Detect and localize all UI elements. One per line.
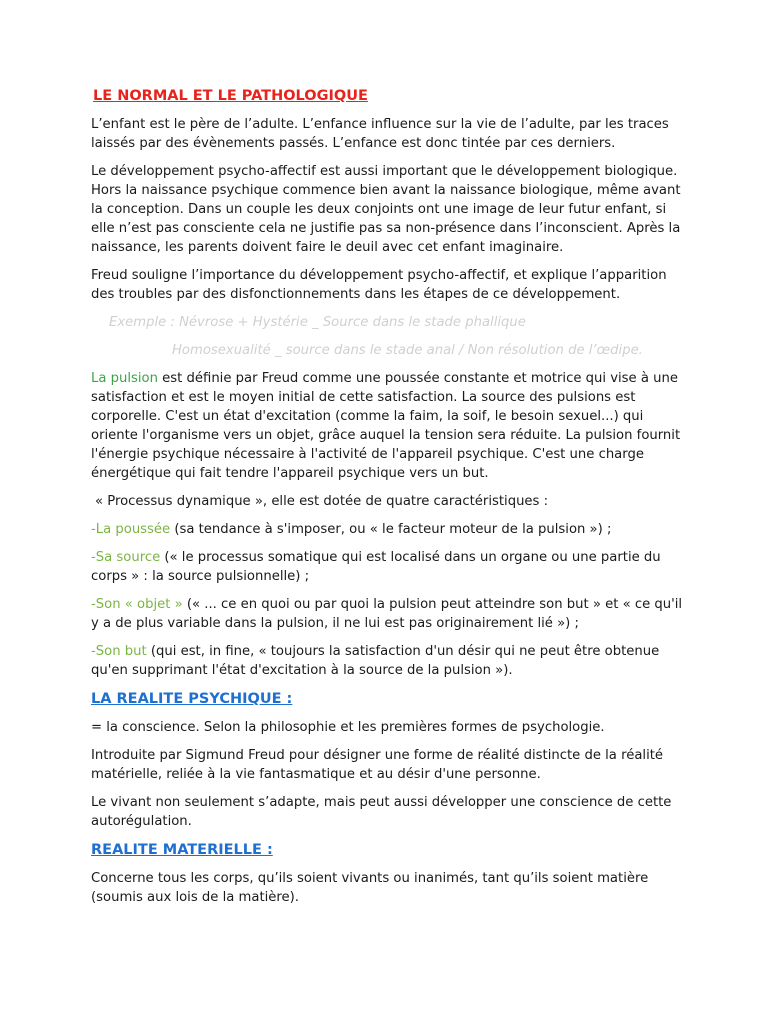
list-item-term: -Son but (91, 644, 147, 659)
list-item-text: (« ... ce en quoi ou par quoi la pulsion peut atteindre son but » et « ce qu'il y a de plus variable dans la pulsion, il ne lui est pas originairement lié ») ; (91, 597, 683, 631)
paragraph-processus: « Processus dynamique », elle est dotée de quatre caractéristiques : (95, 494, 549, 509)
example-line-2: Homosexualité _ source dans le stade anal / Non résolution de l’œdipe. (172, 343, 643, 358)
list-item-text: (sa tendance à s'imposer, ou « le facteur moteur de la pulsion ») ; (170, 522, 612, 537)
list-item (91, 642, 684, 680)
paragraph-sigmund-freud: Introduite par Sigmund Freud pour désigner une forme de réalité distincte de la réalité matérielle, reliée à la vie fantasmatique et au désir d'une personne. (91, 748, 664, 782)
paragraph-corps: Concerne tous les corps, qu’ils soient vivants ou inanimés, tant qu’ils soient matière (soumis aux lois de la matière). (91, 871, 649, 905)
paragraph-pulsion (91, 369, 684, 483)
example-line-1: Exemple : Névrose + Hystérie _ Source dans le stade phallique (109, 315, 526, 330)
paragraph-freud: Freud souligne l’importance du développement psycho-affectif, et explique l’apparition des troubles par des disfonctionnements dans les étapes de ce développement. (91, 268, 667, 302)
list-item (91, 520, 684, 539)
pulsion-term: La pulsion (91, 371, 158, 386)
list-item-term: -La poussée (91, 522, 171, 537)
paragraph-developpement: Le développement psycho-affectif est aussi important que le développement biologique. Hors la naissance psychique commence bien avant la naissance biologique, même avant la conception. Dans un couple les deux conjoints ont une image de leur futur enfant, si elle n’est pas consciente cela ne justifie pas sa non-présence dans l’inconscient. Après la naissance, les parents doivent faire le deuil avec cet enfant imaginaire. (91, 164, 681, 255)
paragraph-vivant: Le vivant non seulement s’adapte, mais peut aussi développer une conscience de cette autorégulation. (91, 795, 672, 829)
list-item-term: -Sa source (91, 550, 161, 565)
list-item-text: (« le processus somatique qui est localisé dans un organe ou une partie du corps » : la source pulsionnelle) ; (91, 550, 661, 584)
heading-realite-psychique: LA REALITE PSYCHIQUE : (91, 691, 293, 707)
list-item (91, 548, 684, 586)
list-item-text: (qui est, in fine, « toujours la satisfaction d'un désir qui ne peut être obtenue qu'en supprimant l'état d'excitation à la source de la pulsion »). (91, 644, 660, 678)
list-item-term: -Son « objet » (91, 597, 183, 612)
pulsion-text: est définie par Freud comme une poussée constante et motrice qui vise à une satisfaction et est le moyen initial de cette satisfaction. La source des pulsions est corporelle. C'est un état d'excitation (comme la faim, la soif, le besoin sexuel...) qui oriente l'organisme vers un objet, grâce auquel la tension sera réduite. La pulsion fournit l'énergie psychique nécessaire à l'activité de l'appareil psychique. C'est une charge énergétique qui fait tendre l'appareil psychique vers un but. (91, 371, 681, 481)
list-item (91, 595, 684, 633)
heading-realite-materielle: REALITE MATERIELLE : (91, 842, 273, 858)
paragraph-conscience: = la conscience. Selon la philosophie et les premières formes de psychologie. (91, 720, 605, 735)
document-title: LE NORMAL ET LE PATHOLOGIQUE (93, 88, 368, 104)
paragraph-enfance: L’enfant est le père de l’adulte. L’enfance influence sur la vie de l’adulte, par les traces laissés par des évènements passés. L’enfance est donc tintée par ces derniers. (91, 117, 669, 151)
